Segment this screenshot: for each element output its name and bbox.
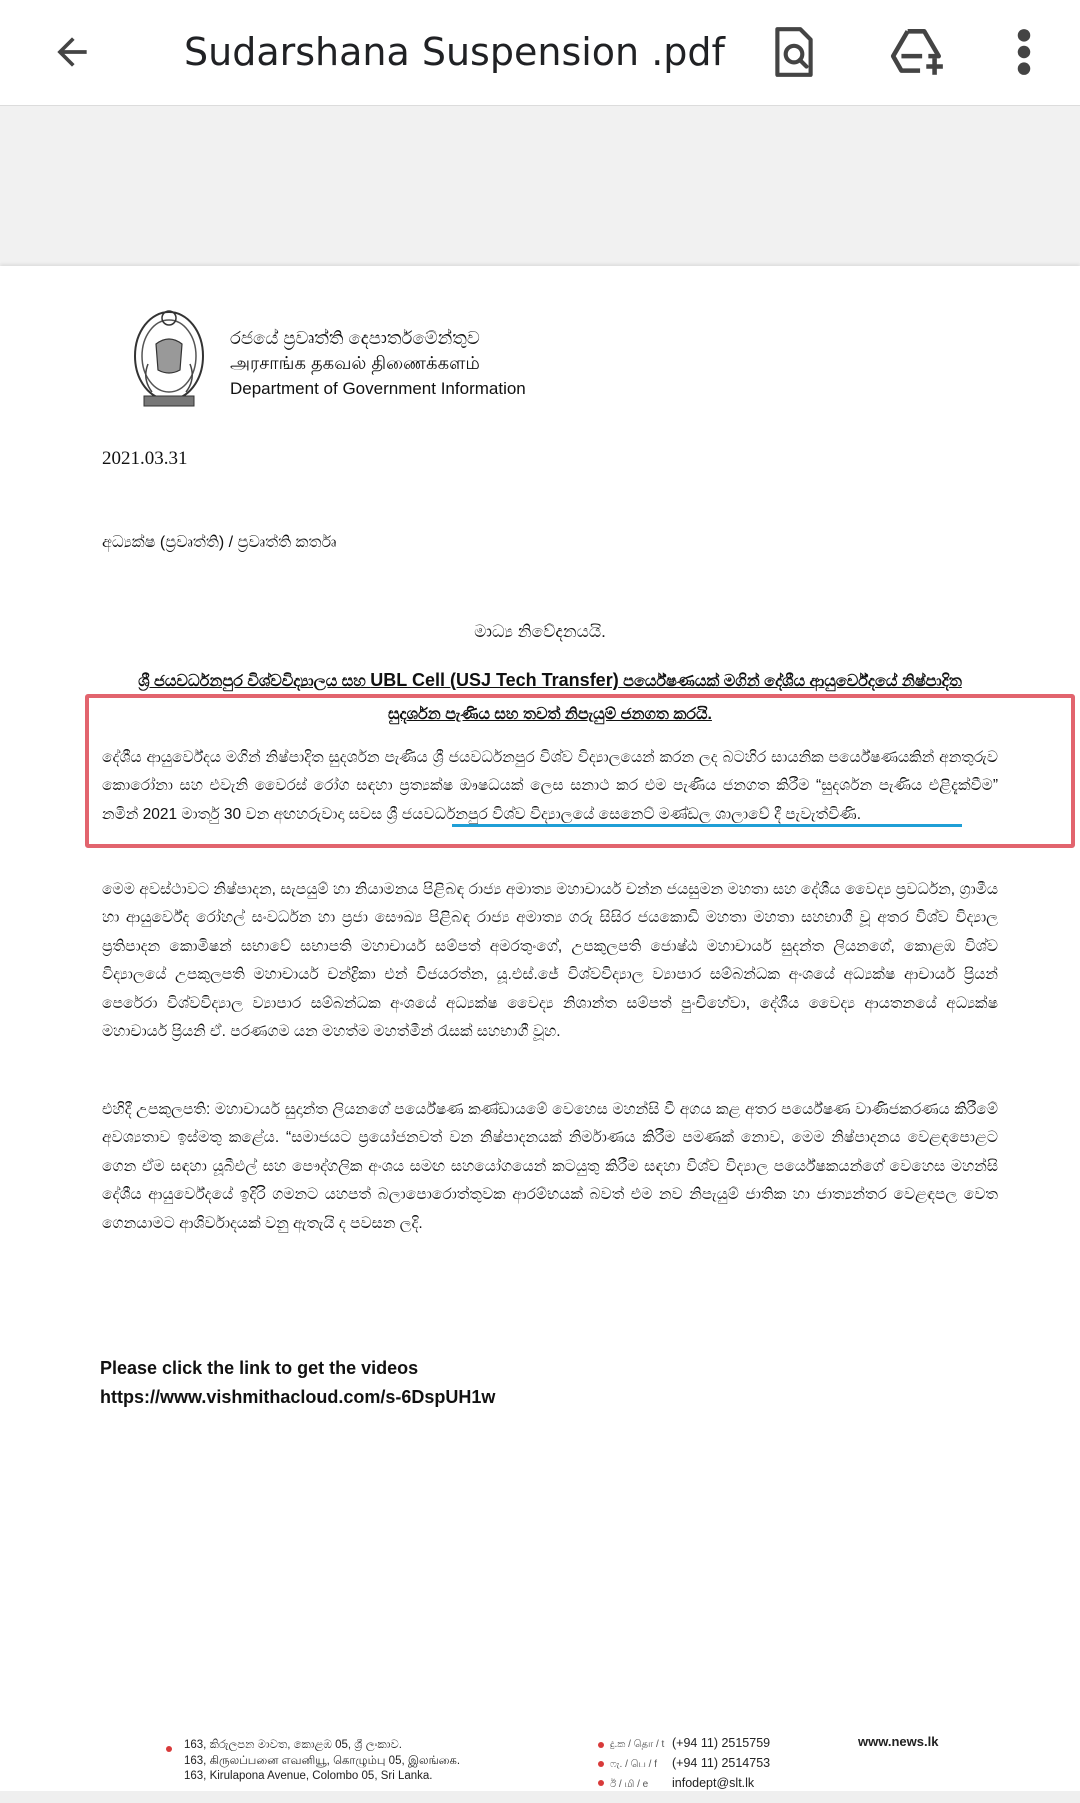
letterhead [130,304,750,414]
underline-annotation [452,824,962,827]
footer-address-english: 163, Kirulapona Avenue, Colombo 05, Sri Lanka. [184,1770,433,1782]
tel-label: දු.ක / தொ / t [610,1739,665,1750]
footer-contacts [610,1734,770,1794]
footer-address [184,1738,460,1785]
footer-fax: (+94 11) 2514753 [672,1756,771,1770]
footer-tel: (+94 11) 2515759 [672,1736,771,1750]
videos-line: Please click the link to get the videos [100,1358,419,1378]
footer-address-sinhala: 163, කිරුලපන මාවත, කොළඹ 05, ශ්‍රී ලංකාව. [184,1739,402,1751]
letter-footer [0,1734,1080,1794]
release-title-latin: UBL Cell (USJ Tech Transfer) [370,670,619,690]
more-options-button[interactable] [988,16,1060,88]
footer-website: www.news.lk [858,1734,939,1749]
footer-bullet [598,1761,604,1767]
paragraph-2: මෙම අවස්ථාවට නිෂ්පාදන, සැපයුම් හා නියාමනය පිළිබඳ රාජ්‍ය අමාත්‍ය මහාචාර්ය චන්න ජයසුමන මහතා සහ දේශීය වෛද්‍ය ප්‍රවර්ධන, ග්‍රාමීය හා ආයුර්වේද රෝහල් සංවර්ධන හා ප්‍රජා සෞඛ්‍ය පිළිබඳ රාජ්‍ය අමාත්‍ය ගරු සිසිර ජයකොඩි මහතා මහතා සහභාගී වූ අතර විශ්ව විද්‍යාල ප්‍රතිපාදන කොමිෂන් සභාවේ සභාපති මහාචාර්ය සම්පත් අමරතුංගේ, උපකුලපති ජොෂ්ඨ මහාචාර්ය සුදන්ත ලියනගේ, කොළඹ විශ්ව විද්‍යාලයේ උපකුලපති මහාචාර්ය චන්ද්‍රිකා එන් විජයරත්න, යූ.එස්.ජේ විශ්වවිද්‍යාල ව්‍යාපාර සම්බන්ධක අංශයේ අධ්‍යක්ෂ ආචාර්ය ප්‍රියන් පෙරේරා විශ්වවිද්‍යාල ව්‍යාපාර සම්බන්ධක අංශයේ අධ්‍යක්ෂ වෛද්‍ය නිශාන්ත සම්පත් පුංචිහේවා, දේශීය වෛද්‍ය ආයතනයේ අධ්‍යක්ෂ මහාචාර්ය ප්‍රියනි ඒ. පරණගම යන මහත්ම මහත්මීන් රැසක් සහභාගී වූහ. [102,881,998,1041]
arrow-left-icon [50,30,94,74]
email-label: ඊ / மி / e [610,1779,649,1790]
fax-label: ෆැ. / பெ / f [610,1759,658,1770]
document-search-icon [769,25,819,79]
document-title: Sudarshana Suspension .pdf [184,30,725,74]
letter-date: 2021.03.31 [102,448,188,469]
find-in-document-button[interactable] [758,16,830,88]
pdf-page[interactable] [0,266,1080,1803]
release-title-part1: ශ්‍රී ජයවර්ධනපුර විශ්වවිද්‍යාලය සහ [138,673,371,690]
media-release-heading: මාධ්‍ය නිවේදනයයි. [474,622,606,641]
viewer-background [0,106,1080,266]
add-to-drive-icon [889,27,947,77]
release-title-part2: පර්යේෂණයක් මගින් දේශීය ආයුර්වේදයේ නිෂ්පාදිත සුදර්ශන පැණිය සහ තවත් නිපැයුම් ජනගත කරයි. [388,673,962,723]
addressee: අධ්‍යක්ෂ (ප්‍රවෘත්ති) / ප්‍රවෘත්ති කර්තෘ [102,534,337,551]
top-app-bar [0,0,1080,106]
footer-bullet [598,1742,604,1748]
footer-email: infodept@slt.lk [672,1776,755,1790]
letterhead-sinhala: රජයේ ප්‍රවෘත්ති දෙපාර්තමේන්තුව [230,328,480,348]
sri-lanka-emblem-icon [130,304,208,412]
back-button[interactable] [40,20,104,84]
videos-link[interactable]: https://www.vishmithacloud.com/s-6DspUH1w [100,1387,496,1407]
paragraph-1: දේශීය ආයුර්වේදය මගින් නිෂ්පාදිත සුදර්ශන පැණිය ශ්‍රී ජයවර්ධනපුර විශ්ව විද්‍යාලයෙන් කරන ලද බටහිර සායනික පර්යේෂණයකින් අනතුරුව කොරෝනා සහ එවැනි වෛරස් රෝග සඳහා ප්‍රත්‍යක්ෂ ඖෂධයක් ලෙස සනාථ කර එම පැණිය ජනගත කිරීම “සුදර්ශන පැණිය එළිදැක්වීම” නමින් 2021 මාර්තු 30 වන අඟහරුවාදා සවස ශ්‍රී ජයවර්ධනපුර විශ්ව විද්‍යාලයේ සෙනෙට් මණ්ඩල ශාලාවේ දී පැවැත්විණි. [102,749,998,823]
more-vert-icon [1014,27,1034,77]
paragraph-3: එහිදී උපකුලපති: මහාචාර්ය සුදාන්ත ලියනගේ පර්යේෂණ කණ්ඩායමේ වෙහෙස මහන්සි වී අගය කළ අතර පර්යේෂණ වාණිජකරණය කිරීමේ අවශ්‍යතාව ඉස්මතු කළේය. “සමාජයට ප්‍රයෝජනවත් වන නිෂ්පාදනයක් නිර්මාණය කිරීම පමණක් නොව, මෙම නිෂ්පාදනය වෙළඳපොළට ගෙන ඒම සඳහා යූබීඑල් සහ පෞද්ගලික අංශය සමඟ සහයෝගයෙන් කටයුතු කිරීම සඳහා විශ්ව විද්‍යාල පර්යේෂකයන්ගේ වෙහෙස මහන්සි දේශීය ආයුර්වේදයේ ඉදිරි ගමනට යහපත් බලාපොරොත්තුවක ආරම්භයක් බවත් එම නව නිපැයුම් ජාතික හා ජාත්‍යන්තර වෙළඳපල වෙත ගෙනයාමට ආශිර්වාදයක් වනු ඇතැයි ද පවසන ලදි. [102,1101,998,1232]
letterhead-tamil: அரசாங்க தகவல் திணைக்களம் [230,353,480,373]
footer-bullet [166,1746,172,1752]
add-to-drive-button[interactable] [882,16,954,88]
footer-bullet [598,1780,604,1786]
letterhead-english: Department of Government Information [230,379,526,398]
footer-address-tamil: 163, கிருலப்பனை எவனியூ, கொழும்பு 05, இலங்கை. [184,1754,461,1767]
page-bottom-edge [0,1791,1080,1803]
videos-note [100,1354,495,1412]
